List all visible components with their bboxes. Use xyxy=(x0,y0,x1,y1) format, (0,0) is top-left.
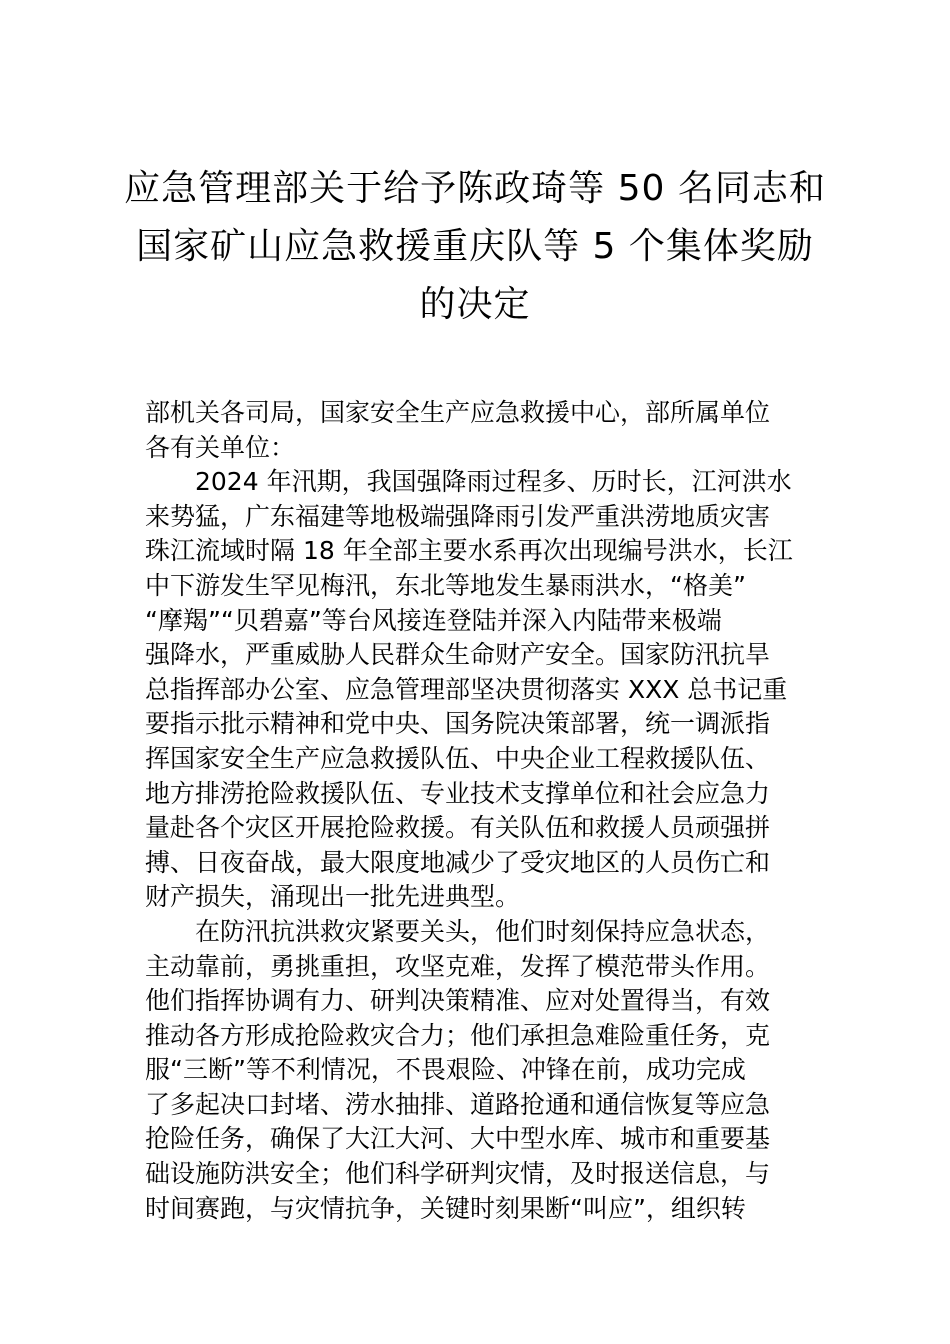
paragraph-1-line-4: 中下游发生罕见梅汛，东北等地发生暴雨洪水，“格美” xyxy=(145,570,746,600)
paragraph-2-line-2: 主动靠前，勇挑重担，攻坚克难，发挥了模范带头作用。 xyxy=(145,951,771,981)
paragraph-1-line-2: 来势猛，广东福建等地极端强降雨引发严重洪涝地质灾害 xyxy=(145,501,771,531)
paragraph-1-line-11: 量赴各个灾区开展抢险救援。有关队伍和救援人员顽强拼 xyxy=(145,813,771,843)
title-line-1: 应急管理部关于给予陈政琦等 50 名同志和 xyxy=(124,168,826,209)
addressee-line-1: 部机关各司局，国家安全生产应急救援中心，部所属单位 xyxy=(145,398,771,427)
paragraph-2-line-1: 在防汛抗洪救灾紧要关头，他们时刻保持应急状态， xyxy=(195,916,771,946)
addressee-line-2: 各有关单位： xyxy=(145,432,296,462)
title-line-2: 国家矿山应急救援重庆队等 5 个集体奖励 xyxy=(136,226,814,267)
paragraph-1-line-5: “摩羯”“贝碧嘉”等台风接连登陆并深入内陆带来极端 xyxy=(145,605,722,635)
paragraph-2-line-9: 时间赛跑，与灾情抗争，关键时刻果断“叫应”，组织转 xyxy=(145,1193,746,1223)
paragraph-1-line-13: 财产损失，涌现出一批先进典型。 xyxy=(145,882,521,912)
addressee xyxy=(145,396,810,465)
paragraph-1-line-10: 地方排涝抢险救援队伍、专业技术支撑单位和社会应急力 xyxy=(145,778,771,808)
paragraph-2-line-3: 他们指挥协调有力、研判决策精准、应对处置得当，有效 xyxy=(145,986,771,1016)
paragraph-2-line-6: 了多起决口封堵、涝水抽排、道路抢通和通信恢复等应急 xyxy=(145,1089,771,1119)
paragraph-1-line-7: 总指挥部办公室、应急管理部坚决贯彻落实 XXX 总书记重 xyxy=(145,674,788,704)
paragraph-1-line-3: 珠江流域时隔 18 年全部主要水系再次出现编号洪水，长江 xyxy=(145,536,793,566)
paragraph-2 xyxy=(145,915,810,1226)
paragraph-1-line-1: 2024 年汛期，我国强降雨过程多、历时长，江河洪水 xyxy=(195,467,792,497)
paragraph-2-line-7: 抢险任务，确保了大江大河、大中型水库、城市和重要基 xyxy=(145,1124,771,1154)
paragraph-1-line-9: 挥国家安全生产应急救援队伍、中央企业工程救援队伍、 xyxy=(145,743,771,773)
paragraph-1 xyxy=(145,465,810,915)
document-body xyxy=(145,396,810,1226)
paragraph-1-line-6: 强降水，严重威胁人民群众生命财产安全。国家防汛抗旱 xyxy=(145,640,771,670)
paragraph-2-line-4: 推动各方形成抢险救灾合力；他们承担急难险重任务，克 xyxy=(145,1020,771,1050)
paragraph-2-line-8: 础设施防洪安全；他们科学研判灾情，及时报送信息，与 xyxy=(145,1159,771,1189)
paragraph-1-line-8: 要指示批示精神和党中央、国务院决策部署，统一调派指 xyxy=(145,709,771,739)
paragraph-2-line-5: 服“三断”等不利情况，不畏艰险、冲锋在前，成功完成 xyxy=(145,1055,746,1085)
paragraph-1-line-12: 搏、日夜奋战，最大限度地减少了受灾地区的人员伤亡和 xyxy=(145,847,771,877)
title-line-3: 的决定 xyxy=(419,284,531,325)
document-title xyxy=(0,160,950,334)
